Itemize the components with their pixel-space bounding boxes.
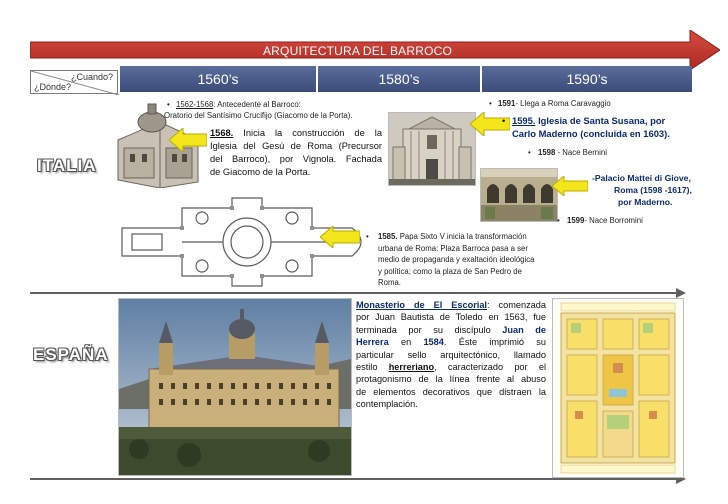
event-1595-year: 1595. bbox=[512, 115, 536, 126]
escorial-l4c: 1584 bbox=[423, 337, 444, 348]
escorial-l2: por Juan Bautista de Toledo en 1563, fue bbox=[356, 312, 546, 323]
event-1585-line3: medio de propaganda y exaltación ideológica bbox=[378, 255, 535, 264]
escorial-l3a: terminada por su discípulo bbox=[356, 324, 503, 335]
escorial-l4b: en bbox=[388, 337, 424, 348]
event-1591-year: 1591 bbox=[498, 99, 516, 108]
country-label-espana: ESPAÑA bbox=[33, 345, 109, 364]
event-1595-line2: Carlo Maderno (concluida en 1603). bbox=[512, 128, 670, 139]
event-1599-year: 1599 bbox=[567, 216, 585, 225]
event-1591-text: - Llega a Roma Caravaggio bbox=[515, 99, 611, 108]
escorial-l6c: , caracterizado por el bbox=[434, 362, 546, 373]
mattei-caption bbox=[592, 172, 702, 208]
escorial-l5: particular sello arquitectónico, llamado bbox=[356, 349, 546, 360]
escorial-l6b: herreriano bbox=[388, 362, 435, 373]
event-1599-text: - Nace Borromini bbox=[584, 216, 643, 225]
escorial-l1: : comenzada bbox=[487, 300, 546, 310]
event-1585: • 1585. Papa Sixto V inicia la transformación urbana de Roma: Plaza Barroca pasa a ser medio de propaganda y exaltación ideológica y política; como la plaza de San Pedro de Roma. bbox=[372, 231, 562, 289]
escorial-description bbox=[356, 299, 546, 411]
pointer-arrow-1585 bbox=[320, 226, 360, 248]
escorial-floor-plan-image bbox=[552, 298, 684, 478]
event-1595: • 1595. Iglesia de Santa Susana, por Carlo Maderno (concluida en 1603). bbox=[512, 114, 692, 140]
period-1580s: 1580’s bbox=[318, 66, 480, 92]
event-1598-text: - Nace Bernini bbox=[557, 148, 607, 157]
event-1562-text: : Antecedente al Barroco: bbox=[213, 100, 301, 109]
pointer-arrow-1568 bbox=[169, 128, 207, 152]
period-1590s: 1590’s bbox=[482, 66, 692, 92]
event-1585-line1: Papa Sixto V inicia la transformación bbox=[399, 232, 527, 241]
event-1585-line2: urbana de Roma: Plaza Barroca pasa a ser bbox=[378, 243, 528, 253]
mattei-line3: por Maderno. bbox=[618, 197, 673, 207]
event-1568-year: 1568. bbox=[210, 128, 234, 138]
el-escorial-image bbox=[118, 298, 352, 476]
escorial-l8: de elementos decorativos que distraen la bbox=[356, 386, 546, 397]
event-1568-line4: de Giacomo de la Porta. bbox=[210, 167, 311, 177]
event-1585-year: 1585. bbox=[378, 232, 398, 241]
timeline-divider-italy bbox=[30, 292, 678, 294]
event-1591: • 1591- Llega a Roma Caravaggio bbox=[489, 99, 611, 108]
mattei-line1: -Palacio Mattei di Giove, bbox=[592, 173, 691, 183]
mattei-line2: Roma (1598 -1617), bbox=[614, 185, 692, 195]
timeline-arrowhead bbox=[676, 288, 686, 298]
event-1568-line1: Inicia la construcción de la bbox=[243, 128, 382, 138]
where-label: ¿Dónde? bbox=[34, 82, 72, 92]
santa-susana-image bbox=[388, 112, 476, 186]
event-1585-line5: Roma. bbox=[378, 278, 401, 287]
corner-cell bbox=[30, 70, 118, 94]
country-label-italia: ITALIA bbox=[37, 156, 97, 175]
event-1568-line3: del Barroco), por Vignola. Fachada bbox=[210, 154, 382, 164]
escorial-l4a: Herrera bbox=[356, 337, 389, 348]
event-1598: • 1598 - Nace Bernini bbox=[528, 148, 607, 157]
event-1562 bbox=[176, 99, 376, 110]
event-1598-year: 1598 bbox=[538, 148, 556, 157]
event-1568 bbox=[210, 127, 382, 179]
event-1595-line1: Iglesia de Santa Susana, por bbox=[538, 115, 666, 126]
escorial-l6a: estilo bbox=[356, 362, 389, 373]
timeline-divider-spain bbox=[30, 478, 678, 480]
palazzo-mattei-image bbox=[480, 168, 558, 222]
event-1562-line2: Oratorio del Santísimo Crucifijo (Giacomo de la Porta). bbox=[164, 111, 353, 120]
when-label: ¿Cuando? bbox=[70, 72, 113, 82]
pointer-arrow-mattei bbox=[552, 176, 588, 196]
escorial-l3b: Juan de bbox=[502, 324, 547, 335]
event-1562-year: 1562-1568 bbox=[176, 100, 214, 109]
event-1599: • 1599- Nace Borromini bbox=[557, 216, 643, 225]
event-1585-line4: y política; como la plaza de San Pedro de bbox=[378, 266, 522, 276]
escorial-title: Monasterio de El Escorial bbox=[356, 300, 487, 310]
escorial-l9: contemplación. bbox=[356, 399, 418, 410]
escorial-l4d: . Éste imprimió su bbox=[443, 337, 546, 348]
escorial-l7: protagonismo de la línea frente al abuso bbox=[356, 374, 546, 385]
page-title: ARQUITECTURA DEL BARROCO bbox=[262, 44, 453, 58]
period-1560s: 1560’s bbox=[120, 66, 316, 92]
event-1568-line2: Iglesia del Gesú de Roma (Precursor bbox=[210, 141, 382, 151]
